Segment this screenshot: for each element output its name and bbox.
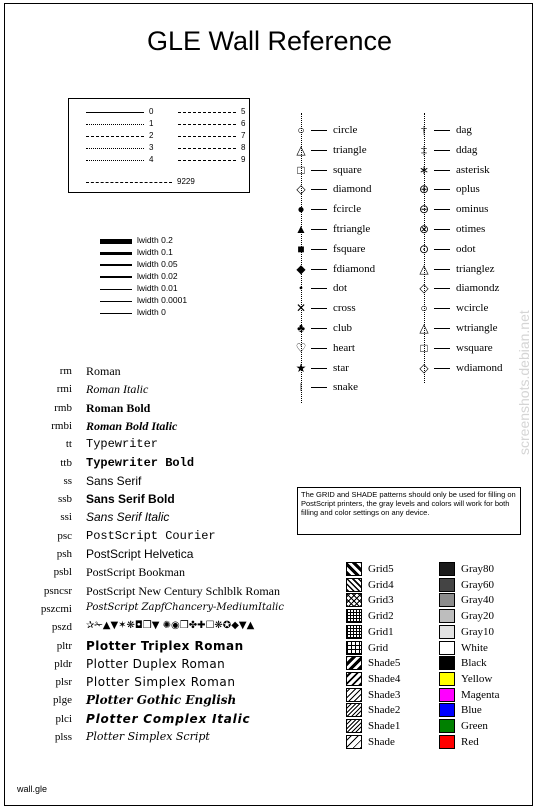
color-row bbox=[439, 609, 519, 625]
font-row-plss bbox=[0, 730, 340, 748]
pattern-swatch bbox=[346, 672, 362, 686]
font-sample: Sans Serif Italic bbox=[86, 510, 170, 525]
line-width-label: lwidth 0 bbox=[137, 307, 166, 317]
font-sample: Plotter Gothic English bbox=[86, 693, 237, 708]
wsquare-icon: □ bbox=[420, 340, 428, 355]
marker-leader bbox=[311, 308, 327, 309]
oplus-icon: ⊕ bbox=[418, 182, 430, 197]
otimes-icon: ⊗ bbox=[418, 222, 430, 236]
pattern-row bbox=[346, 656, 426, 672]
watermark: screenshots.debian.net bbox=[516, 310, 532, 455]
pattern-label: Shade5 bbox=[368, 657, 401, 670]
font-code: ttb bbox=[60, 456, 72, 469]
pattern-label: Shade3 bbox=[368, 688, 401, 701]
pattern-row bbox=[346, 562, 426, 578]
line-style-label: 6 bbox=[241, 119, 246, 128]
marker-leader bbox=[434, 328, 450, 329]
font-code: psbl bbox=[53, 566, 72, 579]
color-label: Blue bbox=[461, 704, 482, 717]
marker-label: club bbox=[333, 322, 352, 334]
font-sample: ✰✁▲▼✶❋◘❒▼ ✺◉❒✤✚☐❋✪◆▼▲ bbox=[86, 620, 255, 632]
color-label: Gray20 bbox=[461, 610, 494, 623]
line-style-sample bbox=[178, 148, 236, 149]
pattern-swatch bbox=[346, 641, 362, 655]
line-style-label: 9 bbox=[241, 155, 246, 164]
color-label: Gray80 bbox=[461, 563, 494, 575]
line-style-sample bbox=[86, 112, 144, 113]
color-row bbox=[439, 641, 519, 657]
pattern-row bbox=[346, 641, 426, 657]
font-code: pszcmi bbox=[40, 602, 72, 615]
font-code: psncsr bbox=[43, 584, 72, 597]
line-width-sample bbox=[100, 264, 132, 266]
pattern-label: Grid bbox=[368, 641, 389, 654]
color-label: Gray40 bbox=[461, 594, 494, 607]
color-label: Gray60 bbox=[461, 578, 494, 591]
marker-odot bbox=[418, 241, 539, 259]
marker-ddag bbox=[421, 142, 539, 160]
marker-ominus bbox=[418, 201, 539, 219]
marker-leader bbox=[434, 189, 450, 190]
color-row bbox=[439, 688, 519, 704]
pattern-swatch bbox=[346, 703, 362, 717]
marker-label: heart bbox=[333, 341, 355, 354]
marker-label: otimes bbox=[456, 223, 486, 235]
line-style-sample bbox=[86, 182, 172, 183]
font-row-ssi bbox=[0, 510, 340, 528]
font-sample: Plotter Simplex Script bbox=[86, 730, 210, 743]
marker-label: snake bbox=[333, 381, 359, 394]
font-sample: Plotter Triplex Roman bbox=[86, 638, 244, 653]
marker-label: fsquare bbox=[333, 242, 366, 255]
line-style-sample bbox=[178, 112, 236, 113]
font-code: ssb bbox=[57, 493, 72, 506]
marker-label: diamond bbox=[333, 183, 372, 196]
pattern-label: Grid2 bbox=[368, 610, 394, 623]
font-code: pszd bbox=[51, 621, 72, 634]
color-row bbox=[439, 719, 519, 735]
wcircle-icon: ○ bbox=[420, 301, 428, 316]
color-swatch bbox=[439, 578, 455, 592]
line-style-sample bbox=[86, 160, 144, 161]
pattern-swatch bbox=[346, 578, 362, 592]
line-style-row bbox=[86, 155, 164, 165]
ominus-icon: ⊖ bbox=[418, 202, 430, 217]
font-row-ssb bbox=[0, 492, 340, 510]
font-sample: Typewriter Bold bbox=[86, 455, 195, 470]
marker-label: wtriangle bbox=[456, 322, 498, 334]
color-label: Gray10 bbox=[461, 625, 494, 638]
marker-label: wcircle bbox=[456, 302, 489, 315]
font-row-pldr bbox=[0, 657, 340, 675]
pattern-label: Grid4 bbox=[368, 578, 394, 591]
pattern-row bbox=[346, 578, 426, 594]
marker-label: odot bbox=[456, 242, 476, 255]
line-style-label: 9229 bbox=[177, 177, 195, 186]
marker-otimes bbox=[418, 221, 539, 239]
font-sample: PostScript New Century Schlblk Roman bbox=[86, 583, 280, 598]
marker-leader bbox=[434, 308, 450, 309]
line-width-label: lwidth 0.05 bbox=[137, 259, 178, 269]
pattern-row bbox=[346, 672, 426, 688]
font-code: pltr bbox=[56, 639, 72, 652]
color-swatch bbox=[439, 562, 455, 576]
line-style-row bbox=[178, 155, 256, 165]
marker-label: wdiamond bbox=[456, 361, 503, 374]
marker-leader bbox=[434, 368, 450, 369]
color-row bbox=[439, 735, 519, 751]
line-style-label: 1 bbox=[149, 119, 154, 128]
pattern-label: Shade1 bbox=[368, 720, 401, 732]
diamondz-icon: ◇ bbox=[419, 281, 429, 296]
font-row-psc bbox=[0, 529, 340, 547]
marker-leader bbox=[311, 189, 327, 190]
color-swatch bbox=[439, 719, 455, 733]
line-width-label: lwidth 0.0001 bbox=[137, 295, 188, 305]
font-sample: Plotter Complex Italic bbox=[86, 711, 251, 726]
font-sample: Plotter Duplex Roman bbox=[86, 656, 226, 671]
dot-icon: • bbox=[298, 281, 304, 296]
color-row bbox=[439, 656, 519, 672]
pattern-swatch bbox=[346, 688, 362, 702]
pattern-label: Grid3 bbox=[368, 594, 394, 607]
font-sample: PostScript ZapfChancery-MediumItalic bbox=[86, 601, 284, 613]
color-label: Red bbox=[461, 735, 479, 748]
color-label: Magenta bbox=[461, 688, 500, 701]
line-style-sample bbox=[86, 124, 144, 125]
font-code: psh bbox=[56, 548, 72, 560]
fcircle-icon: ● bbox=[297, 202, 305, 217]
font-row-rmb bbox=[0, 401, 340, 419]
marker-label: ddag bbox=[456, 143, 478, 156]
line-style-label: 4 bbox=[149, 155, 154, 164]
line-width-sample bbox=[100, 289, 132, 290]
marker-leader bbox=[434, 249, 450, 250]
marker-leader bbox=[434, 288, 450, 289]
font-row-psbl bbox=[0, 565, 340, 583]
marker-label: diamondz bbox=[456, 282, 500, 295]
triangle-icon: △ bbox=[296, 142, 306, 157]
star-icon: ★ bbox=[295, 360, 307, 375]
line-style-sample bbox=[178, 124, 236, 125]
font-row-plge bbox=[0, 693, 340, 711]
font-sample: Plotter Simplex Roman bbox=[86, 675, 236, 690]
marker-leader bbox=[434, 229, 450, 230]
font-code: plsr bbox=[55, 676, 72, 689]
line-style-sample bbox=[178, 136, 236, 137]
pattern-swatch bbox=[346, 593, 362, 607]
font-row-ttb bbox=[0, 456, 340, 474]
diamond-icon: ◇ bbox=[296, 182, 306, 197]
marker-leader bbox=[434, 269, 450, 270]
marker-label: wsquare bbox=[456, 341, 493, 354]
marker-label: dag bbox=[456, 124, 472, 136]
color-swatch bbox=[439, 735, 455, 749]
color-swatch bbox=[439, 703, 455, 717]
line-width-sample bbox=[100, 313, 132, 314]
fdiamond-icon: ◆ bbox=[296, 261, 306, 276]
line-style-sample bbox=[178, 160, 236, 161]
font-code: plci bbox=[55, 712, 72, 725]
color-swatch bbox=[439, 672, 455, 686]
color-swatch bbox=[439, 641, 455, 655]
line-style-sample bbox=[86, 136, 144, 137]
font-row-rmi bbox=[0, 382, 340, 400]
marker-label: circle bbox=[333, 124, 358, 136]
color-row bbox=[439, 625, 519, 641]
font-sample: PostScript Bookman bbox=[86, 565, 186, 580]
line-style-sample bbox=[86, 148, 144, 149]
color-label: Yellow bbox=[461, 672, 493, 685]
ftriangle-icon: ▲ bbox=[295, 222, 307, 236]
color-row bbox=[439, 593, 519, 609]
marker-leader bbox=[311, 170, 327, 171]
font-row-pltr bbox=[0, 639, 340, 657]
marker-leader bbox=[311, 150, 327, 151]
line-style-row bbox=[178, 119, 256, 129]
line-style-label: 8 bbox=[241, 143, 246, 152]
font-row-pszcmi bbox=[0, 602, 340, 620]
font-sample: PostScript Courier bbox=[86, 528, 216, 543]
font-row-plci bbox=[0, 712, 340, 730]
color-row bbox=[439, 672, 519, 688]
wdiamond-icon: ◇ bbox=[419, 360, 429, 375]
line-width-sample bbox=[100, 276, 132, 278]
marker-label: fdiamond bbox=[333, 262, 376, 275]
marker-leader bbox=[434, 130, 450, 131]
font-sample: Sans Serif Bold bbox=[86, 492, 175, 507]
pattern-row bbox=[346, 703, 426, 719]
dag-icon: † bbox=[421, 123, 427, 137]
line-style-label: 3 bbox=[149, 143, 154, 152]
font-sample: Roman Bold Italic bbox=[86, 418, 178, 433]
marker-trianglez bbox=[419, 261, 539, 279]
font-row-rm bbox=[0, 364, 340, 382]
font-code: rmi bbox=[56, 383, 72, 396]
page-title: GLE Wall Reference bbox=[146, 26, 393, 56]
line-style-row bbox=[86, 177, 195, 187]
marker-leader bbox=[311, 269, 327, 270]
marker-label: oplus bbox=[456, 183, 480, 196]
pattern-swatch bbox=[346, 609, 362, 623]
font-sample: PostScript Helvetica bbox=[86, 547, 194, 561]
marker-asterisk bbox=[418, 162, 539, 180]
font-sample: Roman bbox=[86, 364, 121, 378]
font-sample: Typewriter bbox=[86, 437, 159, 452]
line-width-label: lwidth 0.1 bbox=[137, 247, 173, 257]
trianglez-icon: △ bbox=[419, 261, 429, 276]
line-style-row bbox=[86, 131, 164, 141]
color-row bbox=[439, 562, 519, 578]
pattern-label: Shade2 bbox=[368, 704, 401, 717]
line-style-row bbox=[178, 143, 256, 153]
line-style-label: 7 bbox=[241, 131, 246, 140]
cross-icon: ✕ bbox=[295, 301, 307, 316]
wtriangle-icon: △ bbox=[419, 321, 429, 335]
color-swatch bbox=[439, 609, 455, 623]
marker-label: fcircle bbox=[333, 203, 362, 216]
marker-leader bbox=[311, 229, 327, 230]
pattern-row bbox=[346, 593, 426, 609]
font-row-rmbi bbox=[0, 419, 340, 437]
line-width-label: lwidth 0.2 bbox=[137, 235, 173, 245]
font-code: rmb bbox=[54, 401, 72, 414]
marker-leader bbox=[311, 348, 327, 349]
odot-icon: ⊙ bbox=[418, 241, 430, 256]
square-icon: □ bbox=[297, 162, 305, 177]
line-width-sample bbox=[100, 301, 132, 302]
marker-label: square bbox=[333, 163, 362, 176]
line-style-row bbox=[178, 107, 256, 117]
font-sample: Roman Italic bbox=[86, 382, 149, 397]
marker-leader bbox=[434, 170, 450, 171]
marker-leader bbox=[434, 348, 450, 349]
marker-label: triangle bbox=[333, 143, 367, 156]
pattern-note: The GRID and SHADE patterns should only be used for filling on PostScript printers, the gray levels and colors will work for both filling and color settings on any device. bbox=[297, 487, 521, 535]
marker-oplus bbox=[418, 181, 539, 199]
ddag-icon: ‡ bbox=[421, 142, 427, 157]
pattern-swatch bbox=[346, 625, 362, 639]
font-row-pszd bbox=[0, 620, 340, 638]
font-row-plsr bbox=[0, 675, 340, 693]
line-width-sample bbox=[100, 239, 132, 244]
font-code: ssi bbox=[60, 511, 72, 524]
line-width-label: lwidth 0.01 bbox=[137, 283, 178, 293]
pattern-swatch bbox=[346, 735, 362, 749]
line-style-row bbox=[178, 131, 256, 141]
pattern-row bbox=[346, 735, 426, 751]
color-swatch bbox=[439, 656, 455, 670]
line-width-sample bbox=[100, 252, 132, 255]
fsquare-icon: ■ bbox=[297, 241, 305, 256]
marker-leader bbox=[311, 288, 327, 289]
pattern-label: Grid5 bbox=[368, 563, 394, 575]
pattern-swatch bbox=[346, 656, 362, 670]
marker-label: star bbox=[333, 361, 349, 374]
line-style-label: 5 bbox=[241, 107, 246, 116]
pattern-row bbox=[346, 625, 426, 641]
marker-label: ominus bbox=[456, 203, 489, 216]
line-style-row bbox=[86, 119, 164, 129]
font-code: rmbi bbox=[51, 419, 72, 432]
color-swatch bbox=[439, 593, 455, 607]
marker-leader bbox=[311, 209, 327, 210]
marker-label: ftriangle bbox=[333, 223, 371, 235]
footer-filename: wall.gle bbox=[17, 784, 48, 794]
club-icon: ♣ bbox=[297, 321, 305, 335]
color-label: Green bbox=[461, 720, 488, 732]
color-row bbox=[439, 578, 519, 594]
line-width-label: lwidth 0.02 bbox=[137, 271, 178, 281]
color-label: Black bbox=[461, 657, 487, 670]
font-code: ss bbox=[63, 474, 72, 487]
font-row-psncsr bbox=[0, 584, 340, 602]
pattern-row bbox=[346, 609, 426, 625]
line-style-label: 2 bbox=[149, 131, 154, 140]
pattern-row bbox=[346, 688, 426, 704]
pattern-swatch bbox=[346, 562, 362, 576]
pattern-label: Grid1 bbox=[368, 625, 394, 638]
marker-label: cross bbox=[333, 302, 356, 315]
font-sample: Roman Bold bbox=[86, 400, 151, 415]
marker-diamondz bbox=[419, 280, 539, 298]
marker-leader bbox=[311, 328, 327, 329]
font-code: pldr bbox=[54, 657, 72, 670]
font-row-psh bbox=[0, 547, 340, 565]
line-style-label: 0 bbox=[149, 107, 154, 116]
font-row-tt bbox=[0, 437, 340, 455]
font-code: tt bbox=[65, 438, 72, 451]
marker-label: dot bbox=[333, 282, 348, 295]
marker-leader bbox=[311, 130, 327, 131]
heart-icon: ♡ bbox=[295, 340, 307, 355]
font-code: plss bbox=[54, 731, 72, 743]
marker-leader bbox=[434, 209, 450, 210]
line-style-row bbox=[86, 143, 164, 153]
font-code: rm bbox=[59, 365, 72, 377]
circle-icon: ○ bbox=[297, 123, 305, 137]
pattern-swatch bbox=[346, 719, 362, 733]
pattern-label: Shade bbox=[368, 735, 395, 748]
font-code: psc bbox=[57, 529, 72, 542]
marker-label: asterisk bbox=[456, 163, 490, 176]
font-code: plge bbox=[53, 694, 72, 707]
marker-dag bbox=[421, 122, 539, 140]
line-style-row bbox=[86, 107, 164, 117]
snake-icon: ǀ bbox=[299, 380, 303, 395]
font-row-ss bbox=[0, 474, 340, 492]
color-swatch bbox=[439, 625, 455, 639]
pattern-row bbox=[346, 719, 426, 735]
marker-label: trianglez bbox=[456, 262, 495, 275]
font-sample: Sans Serif bbox=[86, 473, 142, 488]
color-swatch bbox=[439, 688, 455, 702]
marker-leader bbox=[311, 249, 327, 250]
asterisk-icon: ∗ bbox=[418, 162, 430, 177]
color-row bbox=[439, 703, 519, 719]
marker-leader bbox=[434, 150, 450, 151]
color-label: White bbox=[461, 641, 488, 654]
pattern-label: Shade4 bbox=[368, 672, 401, 685]
